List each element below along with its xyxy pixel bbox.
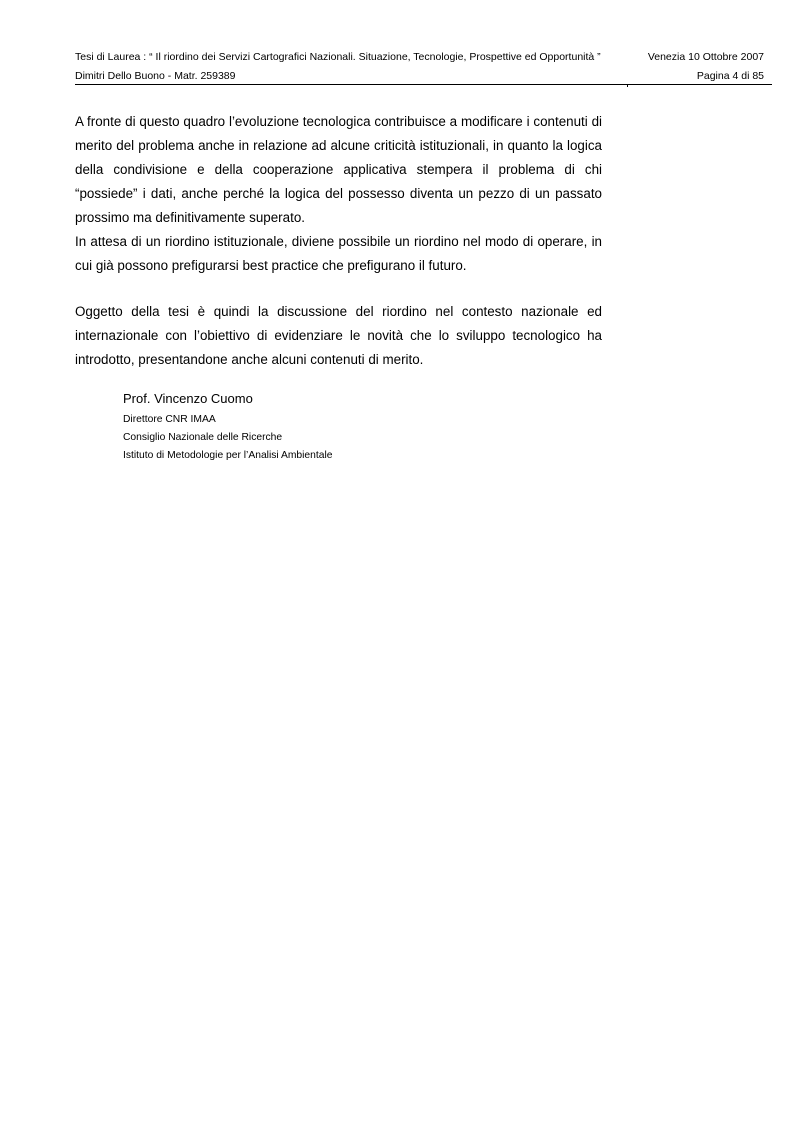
page-number: Pagina 4 di 85 xyxy=(696,70,764,82)
signatory-role: Direttore CNR IMAA xyxy=(123,414,216,425)
author-line: Dimitri Dello Buono - Matr. 259389 xyxy=(75,70,236,82)
signatory-institute: Istituto di Metodologie per l’Analisi Ambientale xyxy=(123,450,333,461)
header-divider-tick xyxy=(627,84,628,87)
paragraph: Oggetto della tesi è quindi la discussione del riordino nel contesto nazionale ed internazionale con l’obiettivo di evidenziare le novità che lo sviluppo tecnologico ha introdotto, presentandone anche alcuni contenuti di merito. xyxy=(75,304,602,367)
header-divider xyxy=(75,84,772,85)
signatory-name: Prof. Vincenzo Cuomo xyxy=(123,391,253,406)
paragraph: A fronte di questo quadro l’evoluzione tecnologica contribuisce a modificare i contenuti di merito del problema anche in relazione ad alcune criticità istituzionali, in quanto la logica della condivisione e della cooperazione applicativa stempera il problema di chi “possiede” i dati, anche perché la logica del possesso diventa un pezzo di un passato prossimo ma definitivamente superato. xyxy=(75,114,602,225)
paragraph: In attesa di un riordino istituzionale, diviene possibile un riordino nel modo di operare, in cui già possono prefigurarsi best practice che prefigurano il futuro. xyxy=(75,234,602,273)
body-text xyxy=(75,110,602,372)
header-date: Venezia 10 Ottobre 2007 xyxy=(647,51,764,63)
page-header xyxy=(75,50,772,86)
signature-block xyxy=(123,390,333,465)
thesis-title: Tesi di Laurea : “ Il riordino dei Servizi Cartografici Nazionali. Situazione, Tecnologie, Prospettive ed Opportunità ” xyxy=(75,51,601,63)
signatory-organization: Consiglio Nazionale delle Ricerche xyxy=(123,432,283,443)
